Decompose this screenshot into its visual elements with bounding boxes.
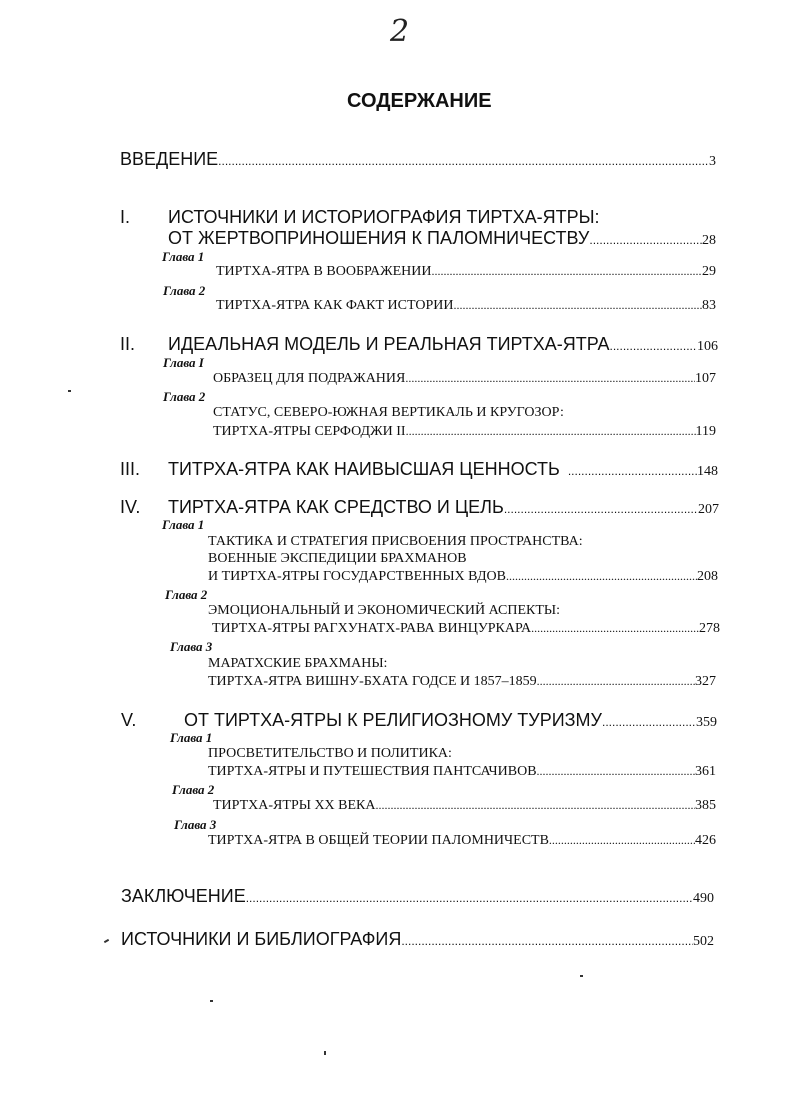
part-title-continued: ОТ ЖЕРТВОПРИНОШЕНИЯ К ПАЛОМНИЧЕСТВУ (168, 228, 590, 248)
part-title: ОТ ТИРТХА-ЯТРЫ К РЕЛИГИОЗНОМУ ТУРИЗМУ (184, 710, 602, 730)
toc-page-number: 83 (702, 298, 716, 313)
part-title: ТИРТХА-ЯТРА КАК СРЕДСТВО И ЦЕЛЬ (168, 497, 504, 517)
chapter-title: ВОЕННЫЕ ЭКСПЕДИЦИИ БРАХМАНОВ (208, 551, 467, 566)
toc-entry-chapter[interactable] (216, 264, 716, 280)
leader-dots (453, 298, 702, 313)
leader-dots (432, 264, 702, 279)
leader-dots (401, 934, 693, 948)
toc-entry-part-4[interactable] (120, 497, 719, 518)
leader-dots (602, 715, 696, 729)
toc-page-number: 502 (693, 934, 714, 949)
chapter-label: Глава 3 (170, 639, 213, 654)
chapter-label: Глава 1 (162, 517, 205, 532)
toc-page-number: 107 (695, 371, 716, 386)
part-title: ИДЕАЛЬНАЯ МОДЕЛЬ И РЕАЛЬНАЯ ТИРТХА-ЯТРА (168, 334, 610, 354)
scan-speck (68, 390, 71, 392)
leader-dots (531, 621, 699, 636)
leader-dots (218, 154, 709, 168)
chapter-title: ТИРТХА-ЯТРА ВИШНУ-БХАТА ГОДСЕ И 1857–1859 (208, 674, 537, 689)
leader-dots (537, 764, 695, 779)
chapter-label: Глава 2 (163, 389, 206, 404)
chapter-title: МАРАТХСКИЕ БРАХМАНЫ: (208, 656, 388, 671)
chapter-label: Глава I (163, 355, 204, 370)
scan-speck (104, 939, 109, 943)
toc-entry-label: ЗАКЛЮЧЕНИЕ (121, 886, 246, 906)
leader-dots (376, 798, 696, 813)
part-number: III. (120, 459, 141, 479)
chapter-title: ТИРТХА-ЯТРА В ВООБРАЖЕНИИ (216, 264, 432, 279)
toc-entry-part-1[interactable] (168, 228, 716, 249)
chapter-title: ТИРТХА-ЯТРЫ СЕРФОДЖИ II (213, 424, 406, 439)
toc-entry-chapter[interactable] (213, 798, 716, 814)
chapter-title: ОБРАЗЕЦ ДЛЯ ПОДРАЖАНИЯ (213, 371, 406, 386)
toc-page-number: 426 (695, 833, 716, 848)
leader-dots (610, 339, 697, 353)
toc-page-number: 148 (697, 464, 718, 479)
chapter-title: И ТИРТХА-ЯТРЫ ГОСУДАРСТВЕННЫХ ВДОВ (208, 569, 506, 584)
toc-page-number: 359 (696, 715, 717, 730)
toc-page-number: 28 (702, 233, 716, 248)
toc-entry-chapter[interactable] (208, 674, 716, 690)
toc-entry-label: ВВЕДЕНИЕ (120, 149, 219, 169)
scan-speck (580, 975, 583, 977)
chapter-title: ЭМОЦИОНАЛЬНЫЙ И ЭКОНОМИЧЕСКИЙ АСПЕКТЫ: (208, 603, 560, 618)
page-title: СОДЕРЖАНИЕ (347, 90, 492, 112)
toc-page-number: 327 (695, 674, 716, 689)
leader-dots (537, 674, 695, 689)
leader-dots (506, 569, 697, 584)
toc-page-number: 385 (695, 798, 716, 813)
toc-entry-bibliography[interactable] (121, 929, 714, 950)
toc-page-number: 278 (699, 621, 720, 636)
chapter-title: ТАКТИКА И СТРАТЕГИЯ ПРИСВОЕНИЯ ПРОСТРАНСТВА: (208, 534, 583, 549)
scan-speck (324, 1051, 326, 1055)
toc-entry-chapter[interactable] (208, 833, 716, 849)
toc-entry-chapter[interactable] (208, 764, 716, 780)
toc-entry-chapter[interactable] (216, 298, 716, 314)
toc-entry-part-2[interactable] (120, 334, 718, 355)
toc-entry-label: ИСТОЧНИКИ И БИБЛИОГРАФИЯ (121, 929, 402, 949)
handwritten-page-number: 2 (390, 14, 410, 49)
toc-page-number: 106 (697, 339, 718, 354)
toc-page-number: 3 (709, 154, 716, 169)
chapter-title: ПРОСВЕТИТЕЛЬСТВО И ПОЛИТИКА: (208, 746, 452, 761)
leader-dots (405, 371, 695, 386)
toc-entry-conclusion[interactable] (121, 886, 714, 907)
toc-page-number: 361 (695, 764, 716, 779)
toc-entry-chapter[interactable] (213, 424, 716, 440)
toc-entry-chapter[interactable] (212, 621, 720, 637)
toc-page-number: 29 (702, 264, 716, 279)
chapter-title: ТИРТХА-ЯТРЫ РАГХУНАТХ-РАВА ВИНЦУРКАРА (212, 621, 532, 636)
chapter-label: Глава 3 (174, 817, 217, 832)
part-number: V. (121, 710, 137, 730)
toc-entry-chapter[interactable] (208, 569, 718, 585)
toc-entry-chapter[interactable] (213, 371, 716, 387)
toc-page-number: 490 (693, 891, 714, 906)
chapter-title: ТИРТХА-ЯТРЫ XX ВЕКА (213, 798, 376, 813)
toc-entry-part-3[interactable] (120, 459, 718, 480)
part-number: I. (120, 207, 131, 227)
toc-entry-introduction[interactable] (120, 149, 716, 170)
chapter-label: Глава 1 (170, 730, 213, 745)
toc-entry-part-5[interactable] (121, 710, 717, 731)
leader-dots (568, 464, 697, 478)
toc-page-number: 207 (698, 502, 719, 517)
toc-page-number: 119 (695, 424, 716, 439)
chapter-label: Глава 2 (165, 587, 208, 602)
part-title: ТИТРХА-ЯТРА КАК НАИВЫСШАЯ ЦЕННОСТЬ (168, 459, 560, 479)
leader-dots (549, 833, 695, 848)
part-title: ИСТОЧНИКИ И ИСТОРИОГРАФИЯ ТИРТХА-ЯТРЫ: (168, 207, 600, 227)
leader-dots (406, 424, 696, 439)
scan-speck (210, 1000, 213, 1002)
chapter-label: Глава 2 (172, 782, 215, 797)
leader-dots (504, 502, 698, 516)
toc-page-number: 208 (697, 569, 718, 584)
leader-dots (246, 891, 693, 905)
chapter-title: СТАТУС, СЕВЕРО-ЮЖНАЯ ВЕРТИКАЛЬ И КРУГОЗОР: (213, 405, 564, 420)
chapter-title: ТИРТХА-ЯТРА КАК ФАКТ ИСТОРИИ (216, 298, 454, 313)
part-number: IV. (120, 497, 141, 517)
chapter-label: Глава 1 (162, 249, 205, 264)
leader-dots (589, 233, 702, 247)
chapter-title: ТИРТХА-ЯТРА В ОБЩЕЙ ТЕОРИИ ПАЛОМНИЧЕСТВ (208, 833, 549, 848)
chapter-label: Глава 2 (163, 283, 206, 298)
part-number: II. (120, 334, 136, 354)
chapter-title: ТИРТХА-ЯТРЫ И ПУТЕШЕСТВИЯ ПАНТСАЧИВОВ (208, 764, 537, 779)
